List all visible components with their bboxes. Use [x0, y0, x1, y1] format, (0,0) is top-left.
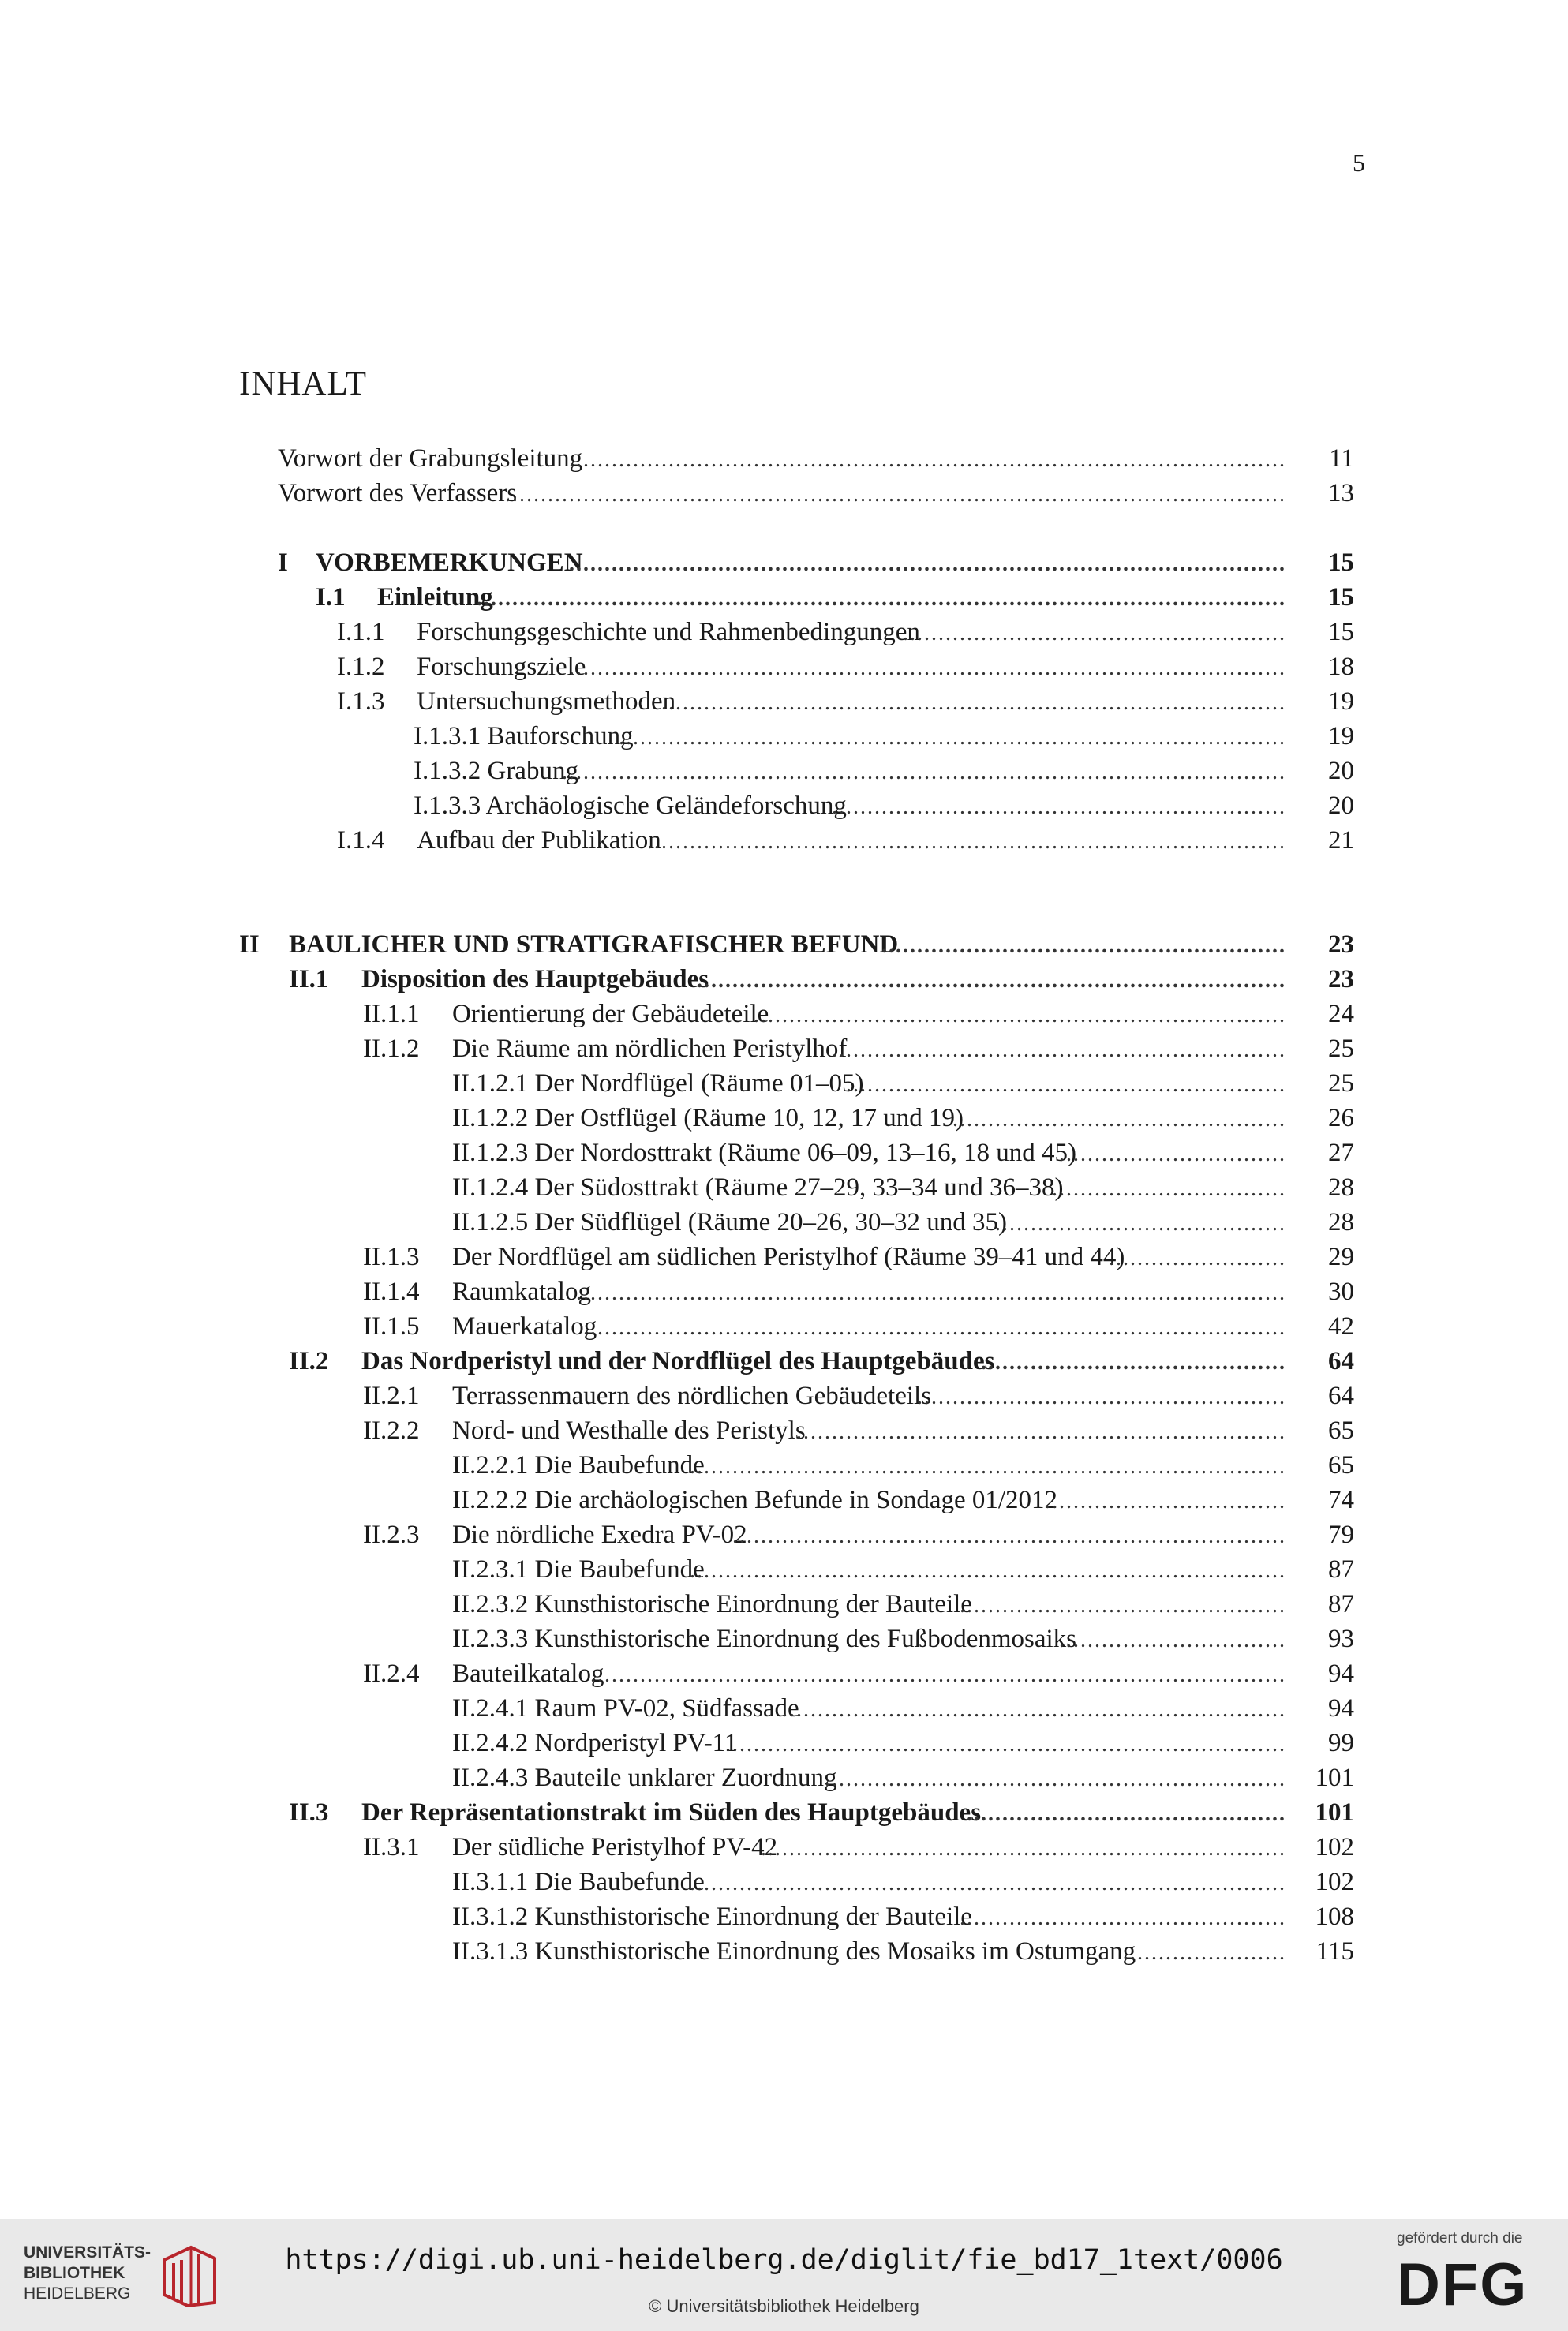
- toc-entry-title: II.2.4.2 Nordperistyl PV-11: [452, 1729, 738, 1757]
- toc-entry-label: [316, 580, 493, 615]
- toc-entry-label: [363, 1379, 932, 1413]
- toc-entry-number: I.1.1: [337, 618, 385, 646]
- toc-entry-title: Der südliche Peristylhof PV-42: [452, 1833, 778, 1861]
- toc-entry-number: II.1.1: [363, 1000, 420, 1028]
- toc-entry-label: [452, 1205, 1007, 1240]
- toc-leader-dots: .................................: [1052, 1177, 1286, 1201]
- toc-leader-dots: ..........................................................................: [761, 1836, 1286, 1861]
- toc-entry: [0, 1483, 1568, 1517]
- toc-entry: [0, 927, 1568, 962]
- toc-entry-page: 11: [1329, 444, 1354, 473]
- toc-entry: [0, 684, 1568, 719]
- toc-entry: [0, 1170, 1568, 1205]
- toc-entry-page: 28: [1328, 1173, 1354, 1202]
- toc-entry-title: II.2.2.1 Die Baubefunde: [452, 1451, 705, 1480]
- toc-entry-number: II.1.5: [363, 1312, 420, 1341]
- toc-entry-page: 42: [1328, 1312, 1354, 1341]
- toc-entry-label: [452, 1170, 1064, 1205]
- toc-entry-number: I.1: [316, 583, 346, 612]
- toc-entry-label: [363, 1413, 806, 1448]
- toc-entry-title: Der Nordflügel am südlichen Peristylhof (Räume 39–41 und 44): [452, 1243, 1125, 1271]
- toc-entry-label: [363, 1309, 597, 1344]
- toc-leader-dots: ..................................................................................................................: [477, 586, 1286, 611]
- toc-entry-title: Der Repräsentationstrakt im Süden des Hauptgebäudes: [361, 1798, 982, 1827]
- toc-leader-dots: ................................................................: [832, 795, 1286, 819]
- funding-caption: gefördert durch die: [1397, 2230, 1523, 2247]
- toc-entry-label: [452, 1691, 799, 1726]
- toc-entry: [0, 1934, 1568, 1969]
- toc-entry-title: Raumkatalog: [452, 1278, 591, 1306]
- toc-entry-label: [452, 1448, 705, 1483]
- toc-entry-number: II.3: [289, 1798, 329, 1827]
- toc-entry-label: [337, 649, 586, 684]
- toc-leader-dots: ....................................................................................................: [576, 1281, 1286, 1305]
- toc-entry-page: 19: [1328, 687, 1354, 716]
- toc-leader-dots: ..............................................................................................................: [505, 482, 1286, 507]
- toc-entry-label: [363, 1830, 778, 1865]
- toc-entry-label: [278, 476, 517, 511]
- toc-leader-dots: ....................................................: [917, 1385, 1286, 1409]
- toc-leader-dots: ........................................................................................: [661, 690, 1286, 715]
- toc-leader-dots: .....................................................................................................: [569, 656, 1286, 680]
- toc-entry: [0, 1517, 1568, 1552]
- toc-entry-label: [452, 1483, 1057, 1517]
- toc-entry-page: 28: [1328, 1208, 1354, 1237]
- viewer-footer: [0, 2219, 1568, 2331]
- toc-entry-label: [289, 962, 709, 997]
- page-url[interactable]: https://digi.ub.uni-heidelberg.de/diglit/fie_bd17_1text/0006: [285, 2244, 1283, 2276]
- toc-entry-label: [363, 997, 769, 1031]
- toc-entry: [0, 1031, 1568, 1066]
- toc-entry-page: 18: [1328, 653, 1354, 681]
- toc-entry-page: 64: [1328, 1382, 1354, 1410]
- toc-entry-title: Vorwort der Grabungsleitung: [278, 444, 583, 473]
- toc-leader-dots: ....................................................................................: [690, 1558, 1286, 1583]
- toc-entry-label: [414, 754, 578, 788]
- toc-entry-title: I.1.3.3 Archäologische Geländeforschung: [414, 791, 847, 820]
- toc-entry-number: II.1.2: [363, 1035, 420, 1063]
- toc-entry-number: II.1: [289, 965, 329, 993]
- library-name-line-3: HEIDELBERG: [24, 2284, 131, 2303]
- toc-entry-number: II.2.4: [363, 1659, 420, 1688]
- toc-entry-label: [452, 1136, 1076, 1170]
- toc-entry-label: [452, 1101, 964, 1136]
- toc-entry-title: I.1.3.2 Grabung: [414, 757, 578, 785]
- toc-entry: [0, 1760, 1568, 1795]
- toc-entry-label: [452, 1622, 1076, 1656]
- toc-leader-dots: .......................: [1123, 1940, 1286, 1965]
- toc-entry-label: [337, 823, 661, 858]
- toc-entry-title: II.1.2.2 Der Ostflügel (Räume 10, 12, 17 und 19): [452, 1104, 964, 1132]
- toc-entry-label: [452, 1899, 972, 1934]
- toc-entry-page: 87: [1328, 1590, 1354, 1618]
- toc-entry: [0, 476, 1568, 511]
- toc-entry-page: 20: [1328, 757, 1354, 785]
- toc-leader-dots: .............................................: [967, 1802, 1286, 1826]
- toc-entry-page: 15: [1328, 618, 1354, 646]
- toc-leader-dots: ................................................................: [832, 1038, 1286, 1062]
- toc-entry: [0, 823, 1568, 858]
- copyright-notice: © Universitätsbibliothek Heidelberg: [649, 2296, 919, 2316]
- toc-entry-page: 87: [1328, 1555, 1354, 1584]
- toc-entry: [0, 1691, 1568, 1726]
- toc-leader-dots: ..............................................................: [846, 1072, 1286, 1097]
- toc-leader-dots: ......................................................................................................: [562, 760, 1286, 784]
- toc-leader-dots: ..........................................................................................: [647, 829, 1286, 854]
- toc-entry: [0, 1552, 1568, 1587]
- toc-entry-page: 108: [1315, 1903, 1354, 1931]
- toc-leader-dots: ................................: [1059, 1142, 1286, 1166]
- toc-entry: [0, 615, 1568, 649]
- funder-logo[interactable]: [1397, 2230, 1555, 2325]
- toc-leader-dots: ....................................................................................: [690, 1454, 1286, 1479]
- toc-entry-label: [239, 927, 899, 962]
- toc-entry-page: 15: [1328, 583, 1354, 612]
- toc-entry-label: [363, 1274, 591, 1309]
- toc-entry-label: [452, 1726, 737, 1760]
- toc-entry-page: 25: [1328, 1035, 1354, 1063]
- toc-entry-label: [278, 441, 582, 476]
- toc-entry-number: II.3.1: [363, 1833, 420, 1861]
- toc-entry: [0, 545, 1568, 580]
- toc-leader-dots: .........................: [1109, 1246, 1286, 1270]
- toc-entry-number: I.1.4: [337, 826, 385, 855]
- toc-entry-page: 25: [1328, 1069, 1354, 1098]
- toc-entry-title: Nord- und Westhalle des Peristyls: [452, 1416, 806, 1445]
- toc-entry-title: Die Räume am nördlichen Peristylhof: [452, 1035, 848, 1063]
- toc-leader-dots: .................................................................: [825, 1767, 1286, 1791]
- toc-leader-dots: ..............................................: [960, 1593, 1286, 1618]
- toc-entry-title: Mauerkatalog: [452, 1312, 597, 1341]
- toc-leader-dots: ....................................................................................: [690, 1871, 1286, 1895]
- toc-entry-label: [289, 1795, 982, 1830]
- toc-leader-dots: ...................................................................................................: [583, 1315, 1286, 1340]
- toc-entry: [0, 1101, 1568, 1136]
- toc-leader-dots: ...............................................: [952, 1107, 1286, 1132]
- toc-entry-title: Forschungsziele: [417, 653, 586, 681]
- toc-entry: [0, 1240, 1568, 1274]
- toc-entry: [0, 719, 1568, 754]
- dfg-logo: DFG: [1397, 2251, 1529, 2318]
- toc-entry: [0, 1205, 1568, 1240]
- toc-entry-page: 21: [1328, 826, 1354, 855]
- toc-entry-page: 13: [1328, 479, 1354, 507]
- toc-entry-label: [363, 1517, 747, 1552]
- toc-entry-number: II.1.3: [363, 1243, 420, 1271]
- toc-entry-page: 19: [1328, 722, 1354, 750]
- toc-leader-dots: ..................................: [1045, 1489, 1286, 1513]
- toc-entry-title: II.3.1.1 Die Baubefunde: [452, 1868, 705, 1896]
- toc-entry-title: Orientierung der Gebäudeteile: [452, 1000, 769, 1028]
- toc-entry-page: 102: [1315, 1868, 1354, 1896]
- toc-entry-title: II.1.2.1 Der Nordflügel (Räume 01–05): [452, 1069, 864, 1098]
- library-name-line-1: UNIVERSITÄTS-: [24, 2243, 152, 2262]
- toc-entry-label: [363, 1031, 848, 1066]
- toc-entry-title: II.1.2.4 Der Südosttrakt (Räume 27–29, 33–34 und 36–38): [452, 1173, 1064, 1202]
- toc-leader-dots: .......................................................................: [782, 1697, 1286, 1722]
- toc-leader-dots: ..............................................: [960, 1906, 1286, 1930]
- toc-entry-label: [452, 1066, 863, 1101]
- toc-entry-number: II.1.4: [363, 1278, 420, 1306]
- toc-entry: [0, 1136, 1568, 1170]
- toc-entry: [0, 441, 1568, 476]
- toc-entry: [0, 1379, 1568, 1413]
- toc-leader-dots: ..............................................................................................: [619, 725, 1286, 750]
- toc-entry-title: Disposition des Hauptgebäudes: [361, 965, 709, 993]
- toc-entry-page: 24: [1328, 1000, 1354, 1028]
- toc-entry: [0, 788, 1568, 823]
- toc-entry: [0, 1587, 1568, 1622]
- toc-entry-title: II.1.2.3 Der Nordosttrakt (Räume 06–09, 13–16, 18 und 45): [452, 1139, 1076, 1167]
- toc-entry-page: 23: [1328, 930, 1354, 959]
- toc-entry: [0, 1309, 1568, 1344]
- toc-leader-dots: ..............................................................................: [732, 1524, 1286, 1548]
- toc-entry-label: [452, 1552, 705, 1587]
- toc-entry: [0, 649, 1568, 684]
- toc-leader-dots: ......................................................: [903, 621, 1286, 645]
- toc-entry-page: 65: [1328, 1451, 1354, 1480]
- toc-leader-dots: ................................: [1059, 1628, 1286, 1652]
- toc-entry: [0, 997, 1568, 1031]
- toc-entry-page: 20: [1328, 791, 1354, 820]
- toc-entry-title: Terrassenmauern des nördlichen Gebäudeteils: [452, 1382, 932, 1410]
- toc-entry-title: Die nördliche Exedra PV-02: [452, 1521, 747, 1549]
- toc-entry-page: 29: [1328, 1243, 1354, 1271]
- toc-entry-page: 23: [1328, 965, 1354, 993]
- toc-leader-dots: ...........................................................................: [754, 1003, 1286, 1027]
- toc-entry-page: 26: [1328, 1104, 1354, 1132]
- toc-entry-page: 99: [1328, 1729, 1354, 1757]
- toc-entry-title: II.2.2.2 Die archäologischen Befunde in Sondage 01/2012: [452, 1486, 1058, 1514]
- toc-entry-number: I: [278, 548, 288, 577]
- toc-entry-label: [289, 1344, 995, 1379]
- toc-entry-title: Vorwort des Verfassers: [278, 479, 518, 507]
- toc-entry-page: 65: [1328, 1416, 1354, 1445]
- toc-entry: [0, 580, 1568, 615]
- toc-entry: [0, 1795, 1568, 1830]
- page-number: 5: [1353, 148, 1365, 177]
- toc-entry-page: 94: [1328, 1659, 1354, 1688]
- toc-leader-dots: .....................................................................................................: [569, 447, 1286, 472]
- toc-entry-label: [452, 1760, 837, 1795]
- toc-leader-dots: .........................................: [995, 1211, 1286, 1236]
- toc-entry: [0, 1448, 1568, 1483]
- toc-leader-dots: ...................................................................................: [697, 968, 1286, 993]
- toc-entry-label: [452, 1865, 705, 1899]
- toc-entry: [0, 1413, 1568, 1448]
- toc-entry-title: Bauteilkatalog: [452, 1659, 604, 1688]
- toc-entry-title: II.2.3.1 Die Baubefunde: [452, 1555, 705, 1584]
- toc-entry: [0, 1726, 1568, 1760]
- toc-entry: [0, 962, 1568, 997]
- toc-entry-page: 15: [1328, 548, 1354, 577]
- toc-entry: [0, 1274, 1568, 1309]
- toc-entry-title: Das Nordperistyl und der Nordflügel des Hauptgebäudes: [361, 1347, 995, 1375]
- toc-entry-page: 93: [1328, 1625, 1354, 1653]
- toc-entry-page: 79: [1328, 1521, 1354, 1549]
- toc-entry-label: [414, 719, 634, 754]
- toc-entry-number: I.1.2: [337, 653, 385, 681]
- toc-entry-title: II.2.4.1 Raum PV-02, Südfassade: [452, 1694, 799, 1723]
- toc-entry-number: II: [239, 930, 260, 959]
- toc-entry: [0, 1344, 1568, 1379]
- toc-entry-title: II.3.1.3 Kunsthistorische Einordnung des Mosaiks im Ostumgang: [452, 1937, 1136, 1966]
- toc-entry-title: Aufbau der Publikation: [417, 826, 661, 855]
- toc-entry-label: [363, 1656, 604, 1691]
- toc-entry-page: 27: [1328, 1139, 1354, 1167]
- toc-leader-dots: .........................................................: [881, 934, 1286, 958]
- toc-entry: [0, 1899, 1568, 1934]
- toc-entry-title: II.3.1.2 Kunsthistorische Einordnung der Bauteile: [452, 1903, 972, 1931]
- toc-entry-title: VORBEMERKUNGEN: [316, 548, 583, 577]
- toc-entry-number: I.1.3: [337, 687, 385, 716]
- toc-entry-page: 115: [1315, 1937, 1354, 1966]
- toc-entry-title: Forschungsgeschichte und Rahmenbedingungen: [417, 618, 920, 646]
- toc-entry-title: I.1.3.1 Bauforschung: [414, 722, 634, 750]
- toc-entry-number: II.2.3: [363, 1521, 420, 1549]
- toc-entry-label: [278, 545, 583, 580]
- toc-entry-title: II.2.3.2 Kunsthistorische Einordnung der Bauteile: [452, 1590, 972, 1618]
- toc-entry-title: Einleitung: [377, 583, 493, 612]
- toc-entry-label: [452, 1587, 972, 1622]
- toc-entry: [0, 1066, 1568, 1101]
- toc-entry-title: BAULICHER UND STRATIGRAFISCHER BEFUND: [289, 930, 899, 959]
- toc-leader-dots: ..................................................................................................: [590, 1663, 1286, 1687]
- library-name-line-2: BIBLIOTHEK: [24, 2264, 125, 2282]
- page-title: INHALT: [239, 365, 368, 402]
- toc-entry-label: [337, 615, 920, 649]
- toc-entry-page: 30: [1328, 1278, 1354, 1306]
- toc-entry-label: [337, 684, 676, 719]
- toc-leader-dots: ...............................................................................: [725, 1732, 1286, 1757]
- toc-entry-number: II.2: [289, 1347, 329, 1375]
- toc-entry: [0, 1656, 1568, 1691]
- toc-entry-number: II.2.1: [363, 1382, 420, 1410]
- toc-entry: [0, 1830, 1568, 1865]
- toc-leader-dots: ...........................................: [981, 1350, 1286, 1375]
- toc-entry-number: II.2.2: [363, 1416, 420, 1445]
- toc-entry-page: 94: [1328, 1694, 1354, 1723]
- toc-entry-title: II.1.2.5 Der Südflügel (Räume 20–26, 30–32 und 35): [452, 1208, 1007, 1237]
- toc-entry-label: [414, 788, 847, 823]
- toc-entry-title: II.2.4.3 Bauteile unklarer Zuordnung: [452, 1764, 837, 1792]
- toc-entry-page: 101: [1315, 1798, 1354, 1827]
- toc-leader-dots: ......................................................................: [789, 1420, 1286, 1444]
- toc-entry: [0, 1865, 1568, 1899]
- toc-entry-page: 74: [1328, 1486, 1354, 1514]
- toc-entry: [0, 754, 1568, 788]
- toc-entry-page: 64: [1328, 1347, 1354, 1375]
- toc-entry-title: Untersuchungsmethoden: [417, 687, 676, 716]
- toc-entry-page: 102: [1315, 1833, 1354, 1861]
- toc-entry-title: II.2.3.3 Kunsthistorische Einordnung des Fußbodenmosaiks: [452, 1625, 1077, 1653]
- toc-entry-label: [452, 1934, 1136, 1969]
- toc-entry-page: 101: [1315, 1764, 1354, 1792]
- toc-leader-dots: .....................................................................................................: [569, 552, 1286, 576]
- toc-entry: [0, 1622, 1568, 1656]
- toc-entry-label: [363, 1240, 1125, 1274]
